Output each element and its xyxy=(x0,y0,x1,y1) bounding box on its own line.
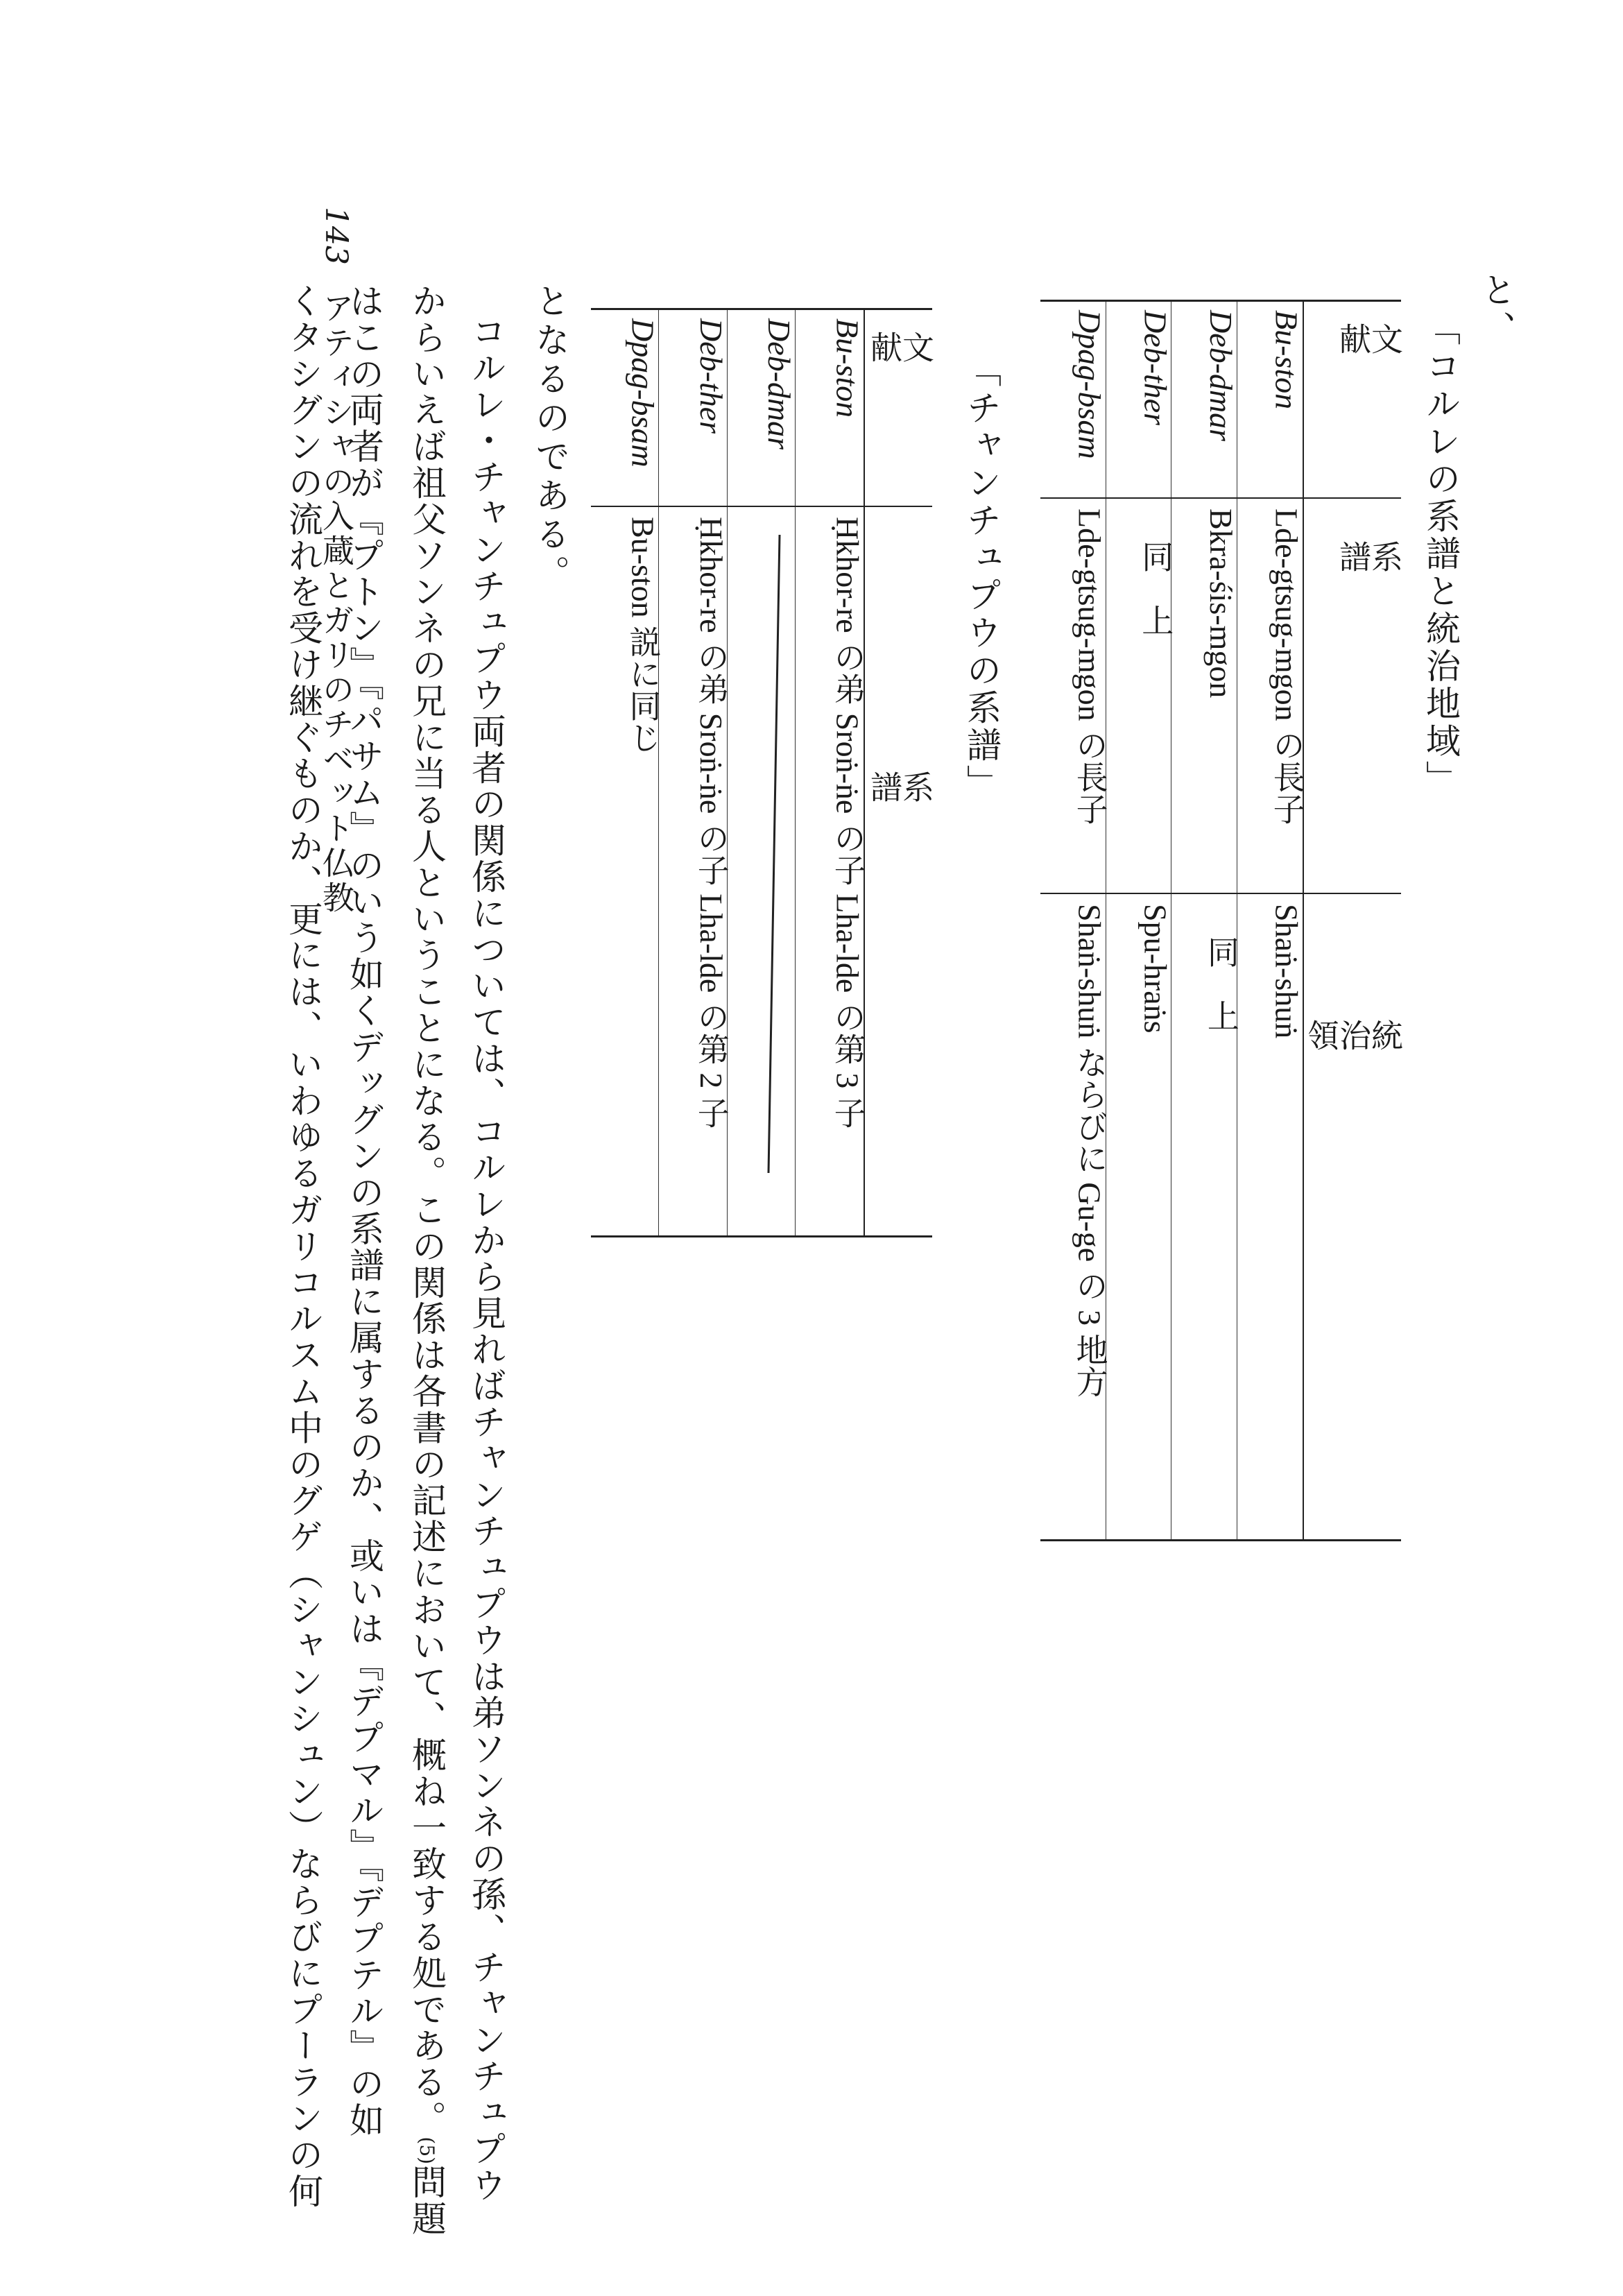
table-row xyxy=(727,309,795,1237)
body-line-1: となるのである。 xyxy=(530,283,570,594)
header-lineage xyxy=(1303,498,1404,893)
row-territory: Shaṅ-shuṅ xyxy=(1269,904,1305,1039)
body-line-4: はこの両者が『プトン』『パサム』のいう如くデッグンの系譜に属するのか、或いは『デプマル』『デプテル』の如 xyxy=(344,283,384,2139)
row-source: Deb-ther xyxy=(693,318,729,434)
footnote-ref[interactable]: (5) xyxy=(415,2136,438,2165)
row-territory: Shaṅ-shuṅ ならびに Gu-ge の 3 地方 xyxy=(1072,904,1108,1398)
table1-header-row xyxy=(1303,301,1401,1541)
table-row xyxy=(591,309,659,1237)
row-source: Deb-dmar xyxy=(762,318,798,450)
header-source xyxy=(864,309,935,507)
row-source: Dpag-bsam xyxy=(625,318,661,468)
header-char: 統 xyxy=(1366,1019,1404,1051)
table1-caption: 「コルレの系譜と統治地域」 xyxy=(1420,311,1461,798)
row-lineage: Ḥkhor-re の弟 Sroṅ-ṅe の子 Lha-lde の第 3 子 xyxy=(796,506,864,1237)
table-row xyxy=(659,309,727,1237)
body-line-5: くタシグンの流れを受け継ぐものか、更には、いわゆるガリコルスム中のグゲ（シャンシュン）ならびにプーランの何 xyxy=(283,283,323,2210)
running-title: アティシャの入蔵とガリのチベット仏教 xyxy=(318,291,355,916)
row-lineage: 同 上 xyxy=(1106,498,1171,893)
table2-header-row xyxy=(864,309,932,1237)
row-territory: Spu-hraṅs xyxy=(1137,904,1174,1034)
row-source: Deb-dmar xyxy=(1203,310,1239,442)
row-source: Bu-ston xyxy=(1269,310,1305,410)
header-char: 文 xyxy=(1366,323,1404,354)
page-number: 143 xyxy=(318,207,354,265)
row-source: Dpag-bsam xyxy=(1072,310,1108,459)
header-char: 治 xyxy=(1334,1019,1372,1051)
table-changchub-lineage xyxy=(591,308,935,1237)
header-lineage xyxy=(864,506,935,1237)
table-row xyxy=(1171,301,1237,1541)
header-char: 領 xyxy=(1303,1019,1340,1051)
row-source: Bu-ston xyxy=(830,318,866,418)
body-line-3 xyxy=(406,283,447,2237)
row-lineage: Bu-ston 説に同じ xyxy=(591,506,659,1237)
row-lineage: Lde-gtsug-mgon の長子 xyxy=(1040,498,1106,893)
body-line-3-end: 問題 xyxy=(406,2164,447,2237)
row-source: Deb-ther xyxy=(1137,310,1174,426)
header-char: 献 xyxy=(866,331,903,363)
header-char: 系 xyxy=(1366,540,1404,572)
body-line-2: コルレ・チャンチュプウ両者の関係については、コルレから見ればチャンチュプウは弟ソンネの孫、チャンチュプウ xyxy=(466,314,506,2204)
table-row xyxy=(1237,301,1303,1541)
ditto-mark xyxy=(727,506,795,1237)
row-lineage: Bkra-śis-mgon xyxy=(1171,498,1237,893)
row-territory: 同 上 xyxy=(1203,936,1239,1031)
header-source xyxy=(1303,301,1404,499)
header-char: 譜 xyxy=(866,771,903,803)
lead-fragment: と、 xyxy=(1476,272,1516,350)
header-char: 文 xyxy=(898,331,935,363)
ditto-line-icon xyxy=(753,507,795,1215)
table2-caption: 「チャンチュプウの系譜」 xyxy=(961,352,1002,802)
header-territory xyxy=(1303,893,1404,1541)
table-row xyxy=(796,309,864,1237)
row-lineage: Ḥkhor-re の弟 Sroṅ-ṅe の子 Lha-lde の第 2 子 xyxy=(659,506,727,1237)
table-row xyxy=(1040,301,1106,1541)
header-char: 譜 xyxy=(1334,540,1372,572)
body-line-3-text: からいえば祖父ソンネの兄に当る人ということになる。この関係は各書の記述において、概ね一致する処である。 xyxy=(406,283,447,2137)
row-lineage: Lde-gtsug-mgon の長子 xyxy=(1237,498,1303,893)
table-korle-lineage xyxy=(1040,300,1404,1541)
table-row xyxy=(1106,301,1171,1541)
header-char: 献 xyxy=(1334,323,1372,354)
header-char: 系 xyxy=(898,771,935,803)
